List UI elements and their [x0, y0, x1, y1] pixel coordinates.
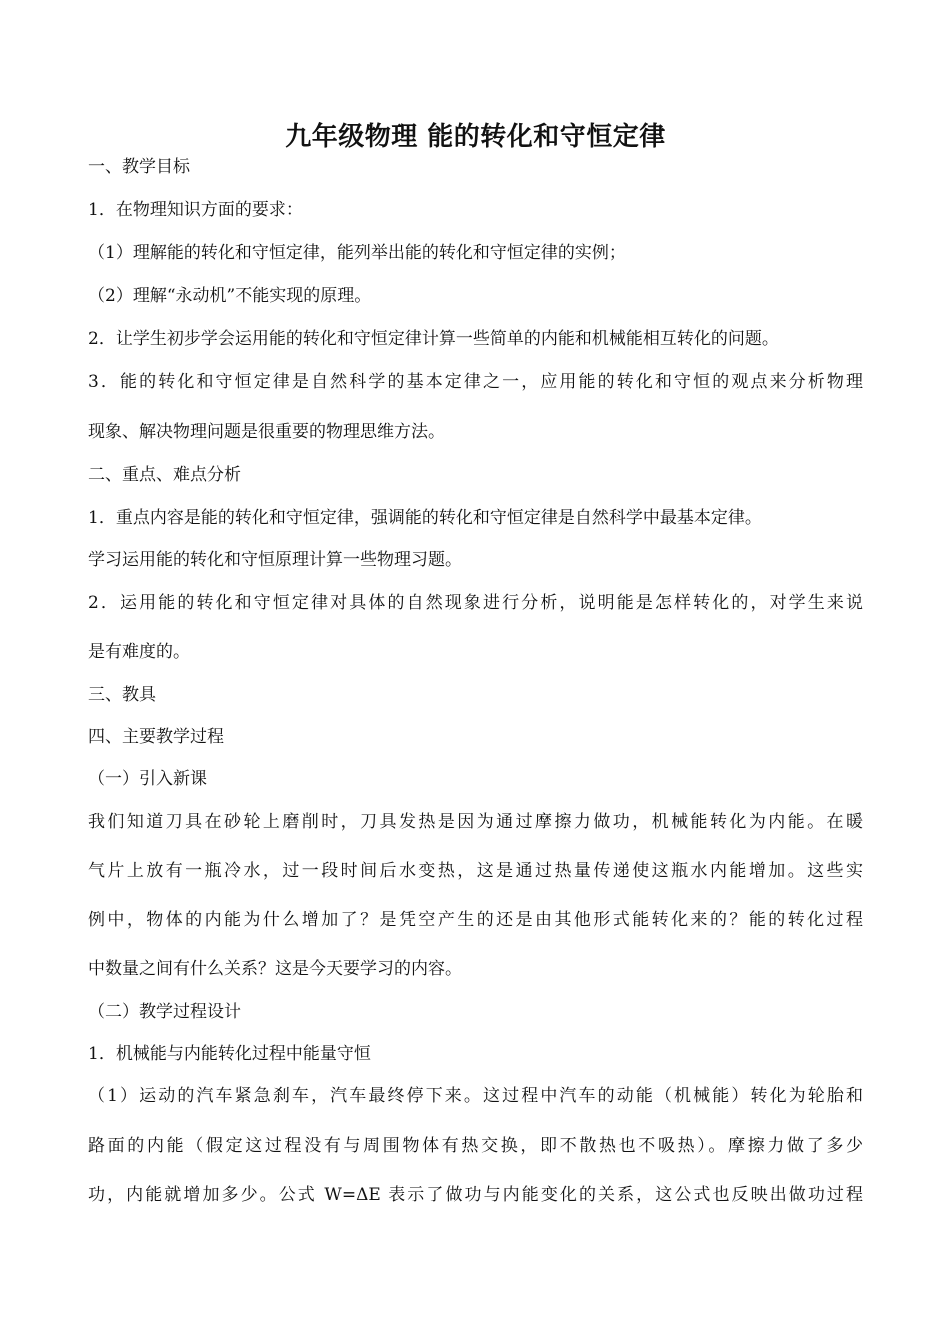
key-point-2-line-1: 2．运用能的转化和守恒定律对具体的自然现象进行分析，说明能是怎样转化的，对学生来说 — [88, 593, 863, 613]
intro-paragraph-line-1: 我们知道刀具在砂轮上磨削时，刀具发热是因为通过摩擦力做功，机械能转化为内能。在暖 — [88, 812, 863, 832]
heading-teaching-process: 四、主要教学过程 — [88, 727, 224, 747]
heading-teaching-aids: 三、教具 — [88, 685, 156, 705]
key-point-2-line-2: 是有难度的。 — [88, 642, 190, 662]
objective-1: 1．在物理知识方面的要求： — [88, 200, 303, 220]
objective-2: 2．让学生初步学会运用能的转化和守恒定律计算一些简单的内能和机械能相互转化的问题。 — [88, 329, 779, 349]
intro-paragraph-line-2: 气片上放有一瓶冷水，过一段时间后水变热，这是通过热量传递使这瓶水内能增加。这些实 — [88, 861, 863, 881]
document-title: 九年级物理 能的转化和守恒定律 — [285, 122, 666, 152]
subheading-introduction: （一）引入新课 — [88, 769, 207, 789]
key-point-1-line-2: 学习运用能的转化和守恒原理计算一些物理习题。 — [88, 550, 462, 570]
intro-paragraph-line-3: 例中，物体的内能为什么增加了？是凭空产生的还是由其他形式能转化来的？能的转化过程 — [88, 910, 863, 930]
section-1-paragraph-line-2: 路面的内能（假定这过程没有与周围物体有热交换，即不散热也不吸热）。摩擦力做了多少 — [88, 1136, 863, 1156]
section-1-paragraph-line-3: 功，内能就增加多少。公式 W=ΔE 表示了做功与内能变化的关系，这公式也反映出做功过程 — [88, 1185, 863, 1205]
section-1-heading: 1．机械能与内能转化过程中能量守恒 — [88, 1044, 371, 1064]
key-point-1-line-1: 1．重点内容是能的转化和守恒定律，强调能的转化和守恒定律是自然科学中最基本定律。 — [88, 508, 762, 528]
objective-1-2: （2）理解“永动机”不能实现的原理。 — [88, 286, 372, 306]
objective-3-line-1: 3．能的转化和守恒定律是自然科学的基本定律之一，应用能的转化和守恒的观点来分析物理 — [88, 372, 863, 392]
objective-1-1: （1）理解能的转化和守恒定律，能列举出能的转化和守恒定律的实例； — [88, 243, 626, 263]
heading-key-points: 二、重点、难点分析 — [88, 465, 241, 485]
subheading-process-design: （二）教学过程设计 — [88, 1002, 241, 1022]
objective-3-line-2: 现象、解决物理问题是很重要的物理思维方法。 — [88, 422, 445, 442]
intro-paragraph-line-4: 中数量之间有什么关系？这是今天要学习的内容。 — [88, 959, 462, 979]
heading-teaching-objectives: 一、教学目标 — [88, 157, 190, 177]
section-1-paragraph-line-1: （1）运动的汽车紧急刹车，汽车最终停下来。这过程中汽车的动能（机械能）转化为轮胎和 — [88, 1086, 863, 1106]
